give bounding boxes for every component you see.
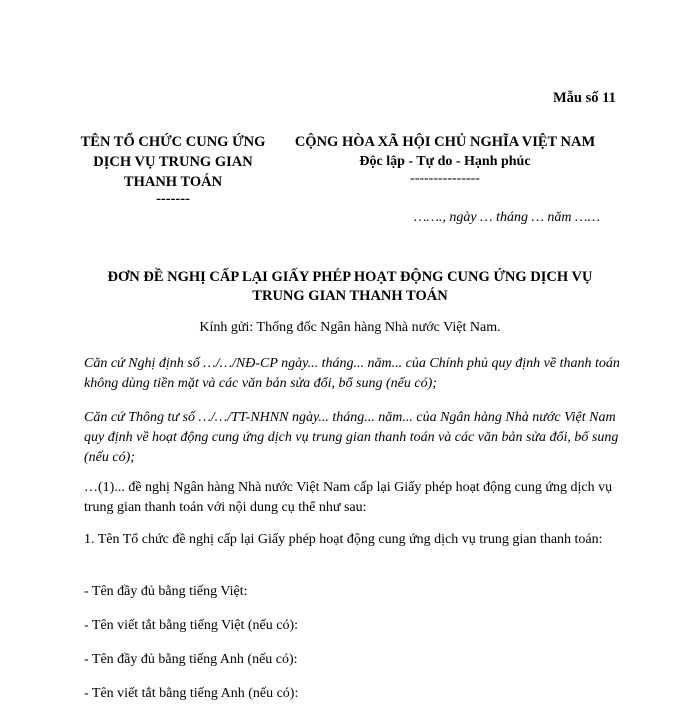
field-short-name-english: - Tên viết tắt bằng tiếng Anh (nếu có): (84, 686, 299, 701)
organization-heading (68, 132, 278, 206)
title-line-2: TRUNG GIAN THANH TOÁN (252, 288, 448, 304)
form-number: Mẫu số 11 (553, 90, 616, 106)
section-1-heading: 1. Tên Tổ chức đề nghị cấp lại Giấy phép hoạt động cung ứng dịch vụ trung gian thanh toán: (84, 532, 603, 547)
addressee: Kính gửi: Thống đốc Ngân hàng Nhà nước Việt Nam. (199, 320, 501, 335)
field-full-name-english: - Tên đầy đủ bằng tiếng Anh (nếu có): (84, 652, 298, 667)
field-full-name-vietnamese: - Tên đầy đủ bằng tiếng Việt: (84, 584, 248, 599)
organization-line-3: THANH TOÁN (123, 174, 223, 190)
organization-line-2: DỊCH VỤ TRUNG GIAN (93, 154, 253, 170)
country-name: CỘNG HÒA XÃ HỘI CHỦ NGHĨA VIỆT NAM (294, 134, 596, 150)
document-title (0, 268, 700, 306)
national-heading (275, 132, 615, 186)
organization-rule: ------- (156, 191, 190, 207)
organization-line-1: TÊN TỔ CHỨC CUNG ỨNG (80, 134, 266, 150)
request-paragraph: …(1)... đề nghị Ngân hàng Nhà nước Việt Nam cấp lại Giấy phép hoạt động cung ứng dịch vụ trung gian thanh toán với nội dung cụ thể như sau: (84, 480, 613, 515)
national-motto: Độc lập - Tự do - Hạnh phúc (359, 154, 531, 169)
date-line: ……., ngày … tháng … năm …… (414, 210, 600, 225)
legal-basis-decree: Căn cứ Nghị định số …/…/NĐ-CP ngày... tháng... năm... của Chính phủ quy định về thanh toán không dùng tiền mặt và các văn bản sửa đổi, bổ sung (nếu có); (84, 356, 620, 391)
national-rule: --------------- (410, 171, 480, 186)
legal-basis-circular: Căn cứ Thông tư số …/…/TT-NHNN ngày... tháng... năm... của Ngân hàng Nhà nước Việt Nam quy định về hoạt động cung ứng dịch vụ trung gian thanh toán và các văn bản sửa đổi, bổ sung (nếu có); (84, 410, 619, 465)
field-short-name-vietnamese: - Tên viết tắt bằng tiếng Việt (nếu có): (84, 618, 299, 633)
title-line-1: ĐƠN ĐỀ NGHỊ CẤP LẠI GIẤY PHÉP HOẠT ĐỘNG CUNG ỨNG DỊCH VỤ (107, 269, 593, 285)
